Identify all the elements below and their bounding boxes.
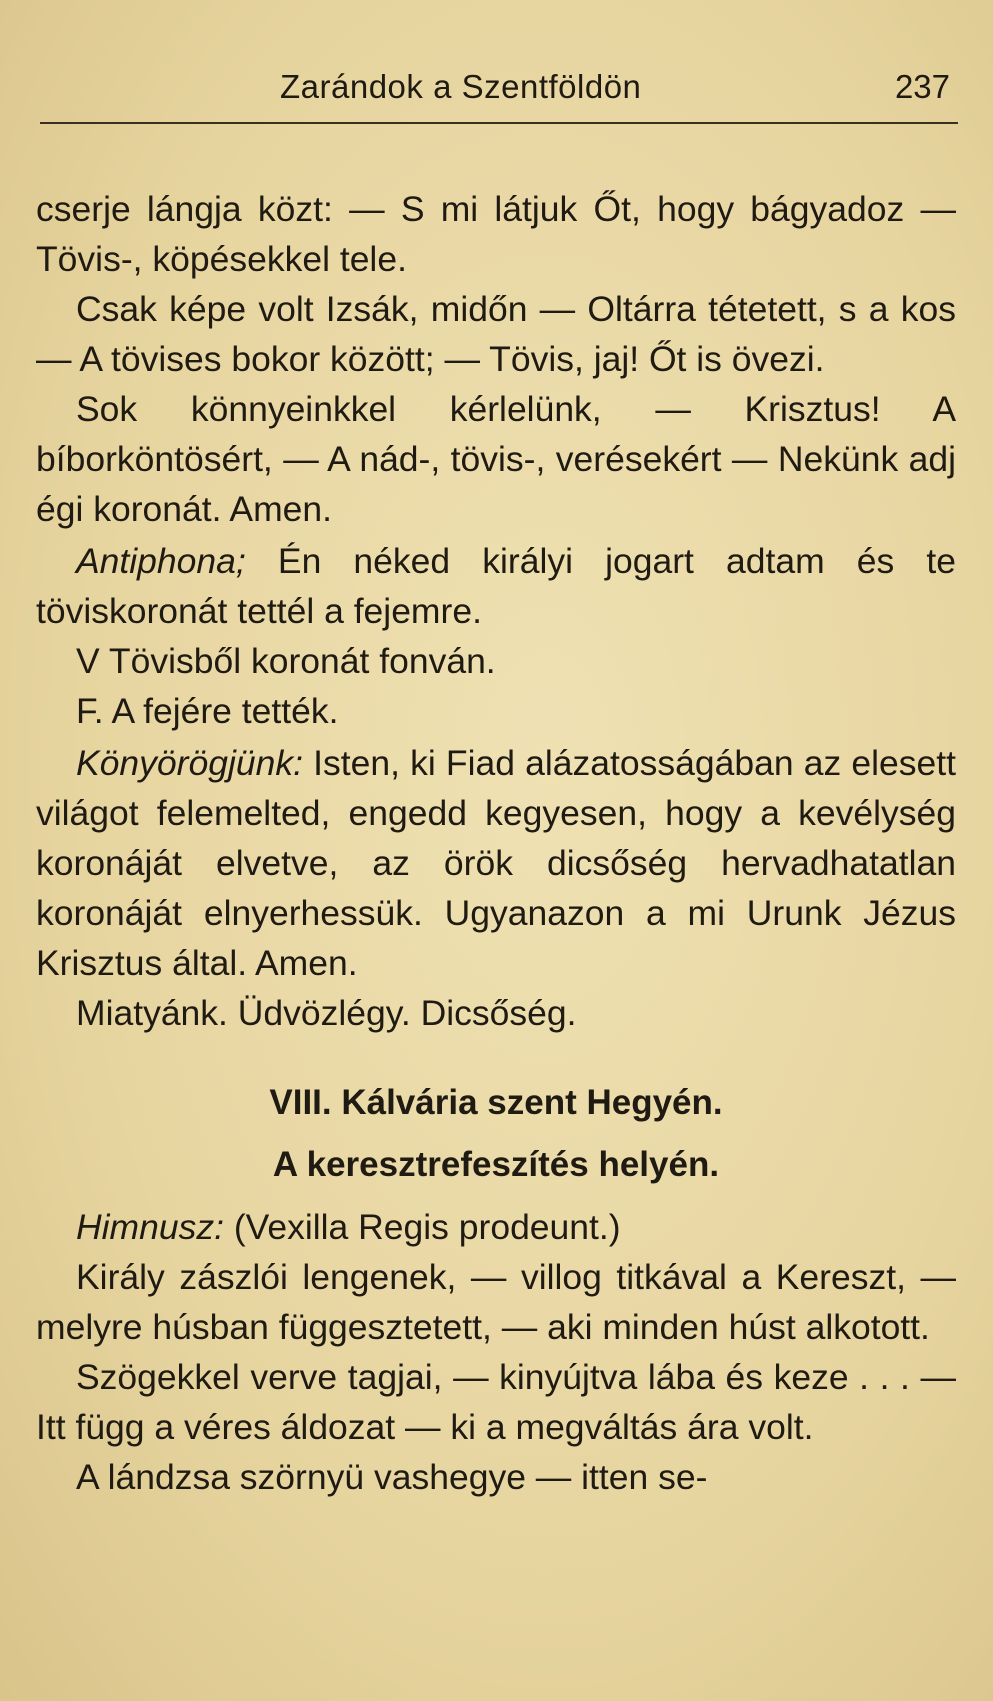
page-number: 237 — [894, 68, 950, 105]
prayer-text: Isten, ki Fiad alázatosságában az elesett világot felemelted, engedd kegyesen, hogy a kevélység koronáját elvetve, az örök dicsőség hervadhatatlan koronáját elnyerhessük. Ugyanazon a mi Urunk Jézus Krisztus által. Amen. — [36, 743, 956, 983]
hymn-latin-title: (Vexilla Regis prodeunt.) — [233, 1207, 621, 1247]
antiphon — [36, 536, 956, 636]
antiphon-text: Én néked királyi jogart adtam és te töviskoronát tettél a fejemre. — [36, 541, 956, 631]
closing-prayers: Miatyánk. Üdvözlégy. Dicsőség. — [76, 993, 577, 1033]
antiphon-label: Antiphona; — [76, 541, 246, 581]
hymn-stanza: Király zászlói lengenek, — villog titkával a Kereszt, — melyre húsban függesztetett, — aki minden húst alkotott. — [36, 1257, 956, 1347]
versicle: V Tövisből koronát fonván. — [76, 641, 496, 681]
hymn-stanza: Csak képe volt Izsák, midőn — Oltárra tétetett, s a kos — A tövises bokor között; — Tövis, jaj! Őt is övezi. — [36, 289, 956, 379]
section-heading-line-2: A keresztrefeszítés helyén. — [272, 1145, 720, 1184]
page-header — [40, 62, 958, 124]
response: F. A fejére tették. — [76, 691, 339, 731]
page-body — [36, 184, 956, 1502]
prayer-label: Könyörögjünk: — [76, 743, 303, 783]
hymn-label: Himnusz: — [76, 1207, 224, 1247]
hymn-stanza: A lándzsa szörnyü vashegye — itten se- — [76, 1457, 708, 1497]
running-title: Zarándok a Szentföldön — [280, 68, 642, 105]
section-heading — [36, 1072, 956, 1196]
hymn-title — [36, 1202, 956, 1252]
hymn-stanza: Szögekkel verve tagjai, — kinyújtva lába és keze . . . — Itt függ a véres áldozat — ki a megváltás ára volt. — [36, 1357, 956, 1447]
hymn-stanza: Sok könnyeinkkel kérlelünk, — Krisztus! A bíborköntösért, — A nád-, tövis-, verésekért — Nekünk adj égi koronát. Amen. — [36, 389, 956, 529]
section-heading-line-1: VIII. Kálvária szent Hegyén. — [269, 1083, 723, 1122]
prayer — [36, 738, 956, 988]
hymn-stanza-continued: cserje lángja közt: — S mi látjuk Őt, hogy bágyadoz — Tövis-, köpésekkel tele. — [36, 189, 956, 279]
